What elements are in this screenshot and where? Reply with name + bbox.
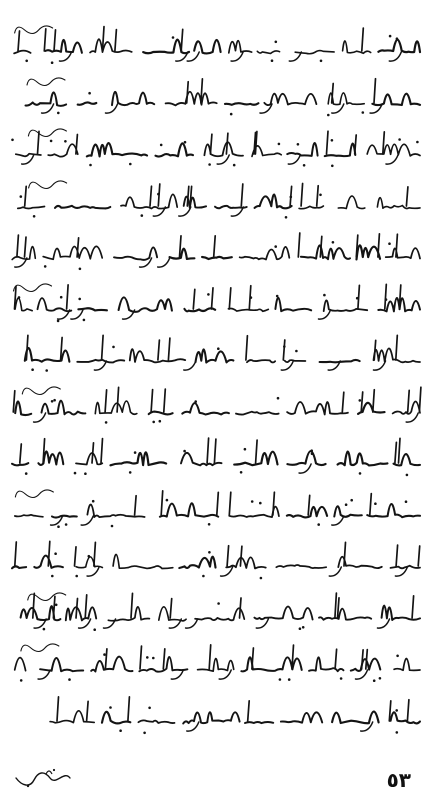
handwritten-script <box>0 228 431 276</box>
manuscript-line <box>0 280 431 328</box>
handwritten-script <box>0 589 431 637</box>
handwritten-script <box>0 125 431 173</box>
handwritten-script <box>0 74 431 122</box>
manuscript-line <box>0 177 431 225</box>
manuscript-line <box>0 331 431 379</box>
handwritten-script <box>0 486 431 534</box>
handwritten-script <box>0 434 431 482</box>
handwritten-script <box>0 280 431 328</box>
manuscript-line <box>0 486 431 534</box>
margin-note-handwriting <box>6 766 76 792</box>
manuscript-line <box>0 74 431 122</box>
manuscript-line <box>0 22 431 70</box>
manuscript-line <box>0 434 431 482</box>
manuscript-line <box>0 383 431 431</box>
handwritten-script <box>0 640 431 688</box>
page-number: ٥٣ <box>386 768 411 792</box>
handwritten-script <box>0 22 431 70</box>
manuscript-line <box>0 537 431 585</box>
handwritten-script <box>0 177 431 225</box>
handwritten-script <box>0 537 431 585</box>
manuscript-line <box>0 589 431 637</box>
manuscript-line <box>0 640 431 688</box>
manuscript-line <box>0 125 431 173</box>
handwritten-script <box>0 331 431 379</box>
manuscript-line <box>0 228 431 276</box>
handwritten-script <box>0 692 431 740</box>
manuscript-line <box>0 692 431 740</box>
handwritten-script <box>0 383 431 431</box>
